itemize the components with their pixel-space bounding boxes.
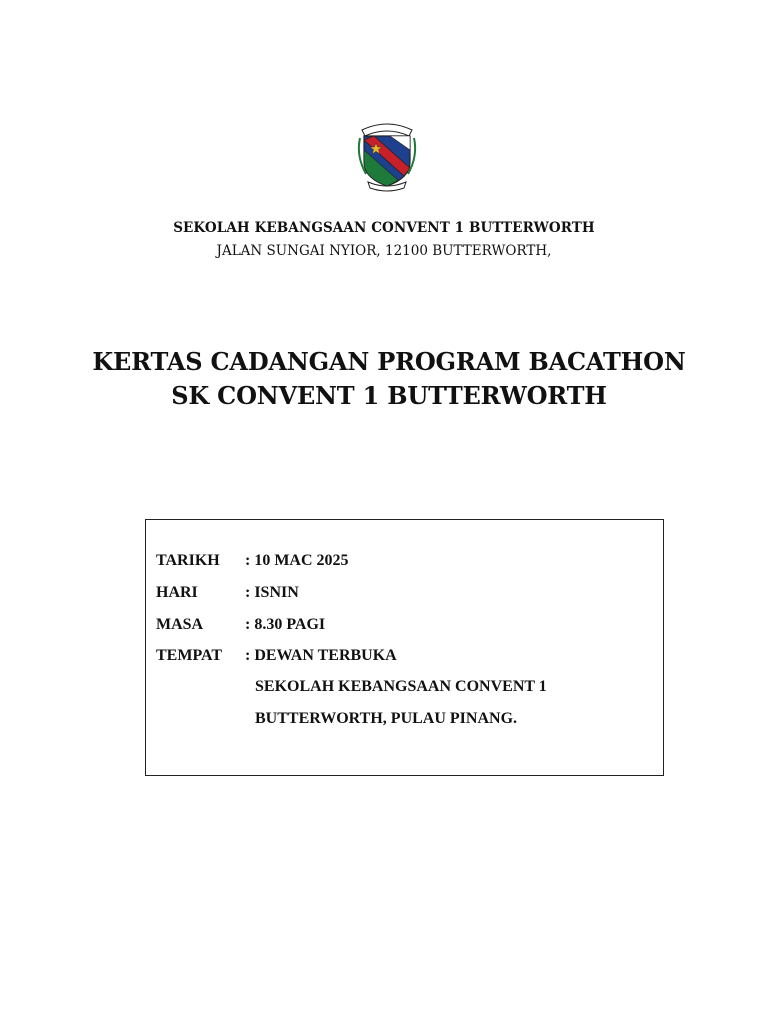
document-title-line-2: SK CONVENT 1 BUTTERWORTH [171,381,607,410]
detail-row-venue [156,647,397,665]
detail-row-day [156,584,299,602]
detail-label: MASA [156,616,204,633]
detail-label: HARI [156,584,198,601]
detail-label: TEMPAT [156,647,223,664]
detail-label: TARIKH [156,552,220,569]
detail-row-time [156,616,325,634]
school-crest-logo [354,116,420,192]
venue-continuation-line-2: BUTTERWORTH, PULAU PINANG. [255,710,518,727]
detail-value: : 8.30 PAGI [245,616,326,633]
venue-continuation-line-1: SEKOLAH KEBANGSAAN CONVENT 1 [255,678,547,695]
detail-value: : DEWAN TERBUKA [245,647,397,664]
school-name-heading: SEKOLAH KEBANGSAAN CONVENT 1 BUTTERWORTH [173,220,595,236]
detail-value: : ISNIN [245,584,299,601]
detail-row-date [156,552,349,570]
detail-value: : 10 MAC 2025 [245,552,349,569]
program-details-box [145,519,664,776]
school-address: JALAN SUNGAI NYIOR, 12100 BUTTERWORTH, [216,243,552,259]
document-title-line-1: KERTAS CADANGAN PROGRAM BACATHON [92,347,686,376]
